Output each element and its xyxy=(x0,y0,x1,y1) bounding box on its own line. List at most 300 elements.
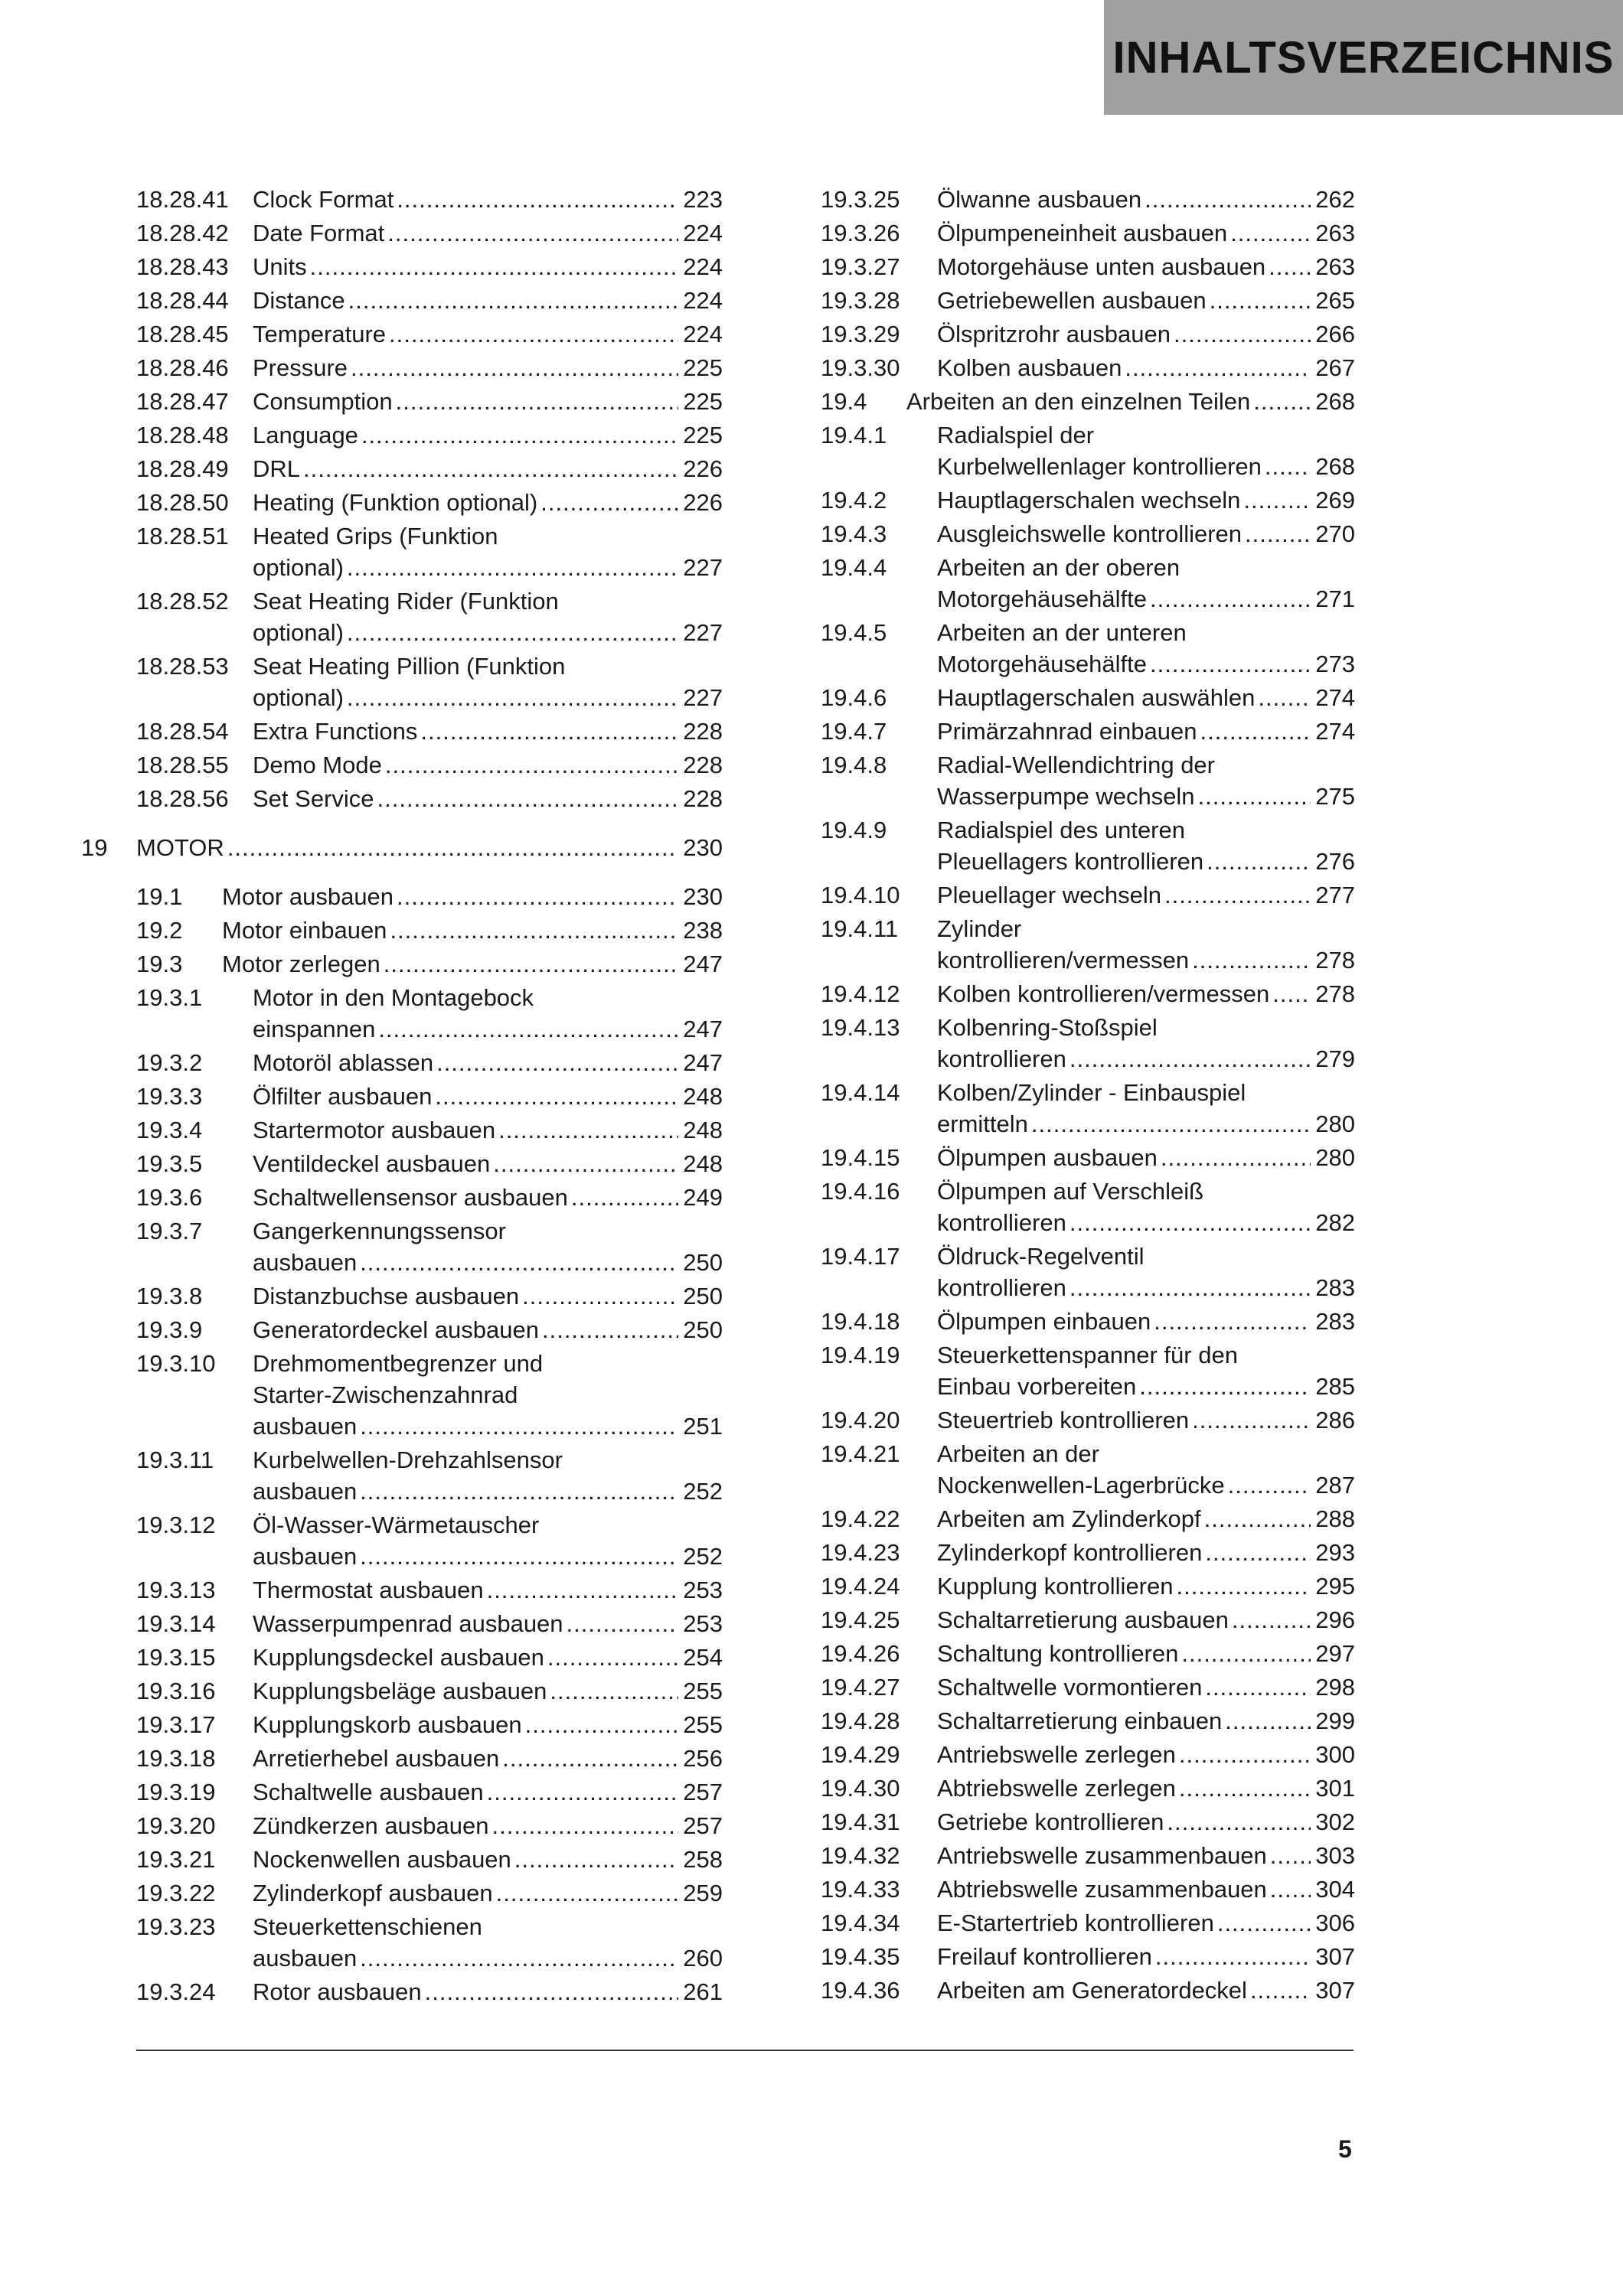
toc-entry-title: DRL xyxy=(253,455,301,482)
toc-entry-number: 19.4.14 xyxy=(821,1079,900,1106)
dot-leader xyxy=(1150,583,1311,615)
toc-entry-title: Heated Grips (Funktion xyxy=(253,523,498,550)
toc-entry-number: 19.4.8 xyxy=(821,752,887,778)
toc-entry-number: 19.3.20 xyxy=(136,1812,216,1839)
toc-entry-page: 277 xyxy=(1315,882,1355,908)
toc-entry[interactable] xyxy=(136,1709,723,1740)
toc-entry-page: 266 xyxy=(1315,321,1355,347)
dot-leader xyxy=(360,1247,678,1278)
toc-entry-title: Primärzahnrad einbauen xyxy=(937,718,1197,745)
dot-leader xyxy=(1174,318,1311,350)
toc-entry-title: Motorgehäuse unten ausbauen xyxy=(937,253,1266,280)
dot-leader xyxy=(540,487,678,518)
toc-entry-number: 18.28.56 xyxy=(136,785,229,812)
toc-entry-title: Steuertrieb kontrollieren xyxy=(937,1407,1190,1433)
toc-entry-page: 278 xyxy=(1315,947,1355,974)
dot-leader xyxy=(492,1810,679,1841)
toc-entry[interactable] xyxy=(821,1077,1355,1140)
toc-entry-title: Pressure xyxy=(253,354,348,381)
toc-entry[interactable] xyxy=(821,1503,1355,1534)
toc-entry-title: Arbeiten an der xyxy=(937,1440,1099,1467)
toc-entry-title: Ventildeckel ausbauen xyxy=(253,1150,491,1177)
toc-entry[interactable] xyxy=(821,1241,1355,1303)
toc-entry[interactable] xyxy=(821,814,1355,877)
toc-entry[interactable] xyxy=(821,1570,1355,1602)
toc-entry-title: Units xyxy=(253,253,307,280)
toc-entry-title: Ölpumpen auf Verschleiß xyxy=(937,1178,1204,1205)
toc-entry-page: 270 xyxy=(1315,520,1355,547)
toc-entry[interactable] xyxy=(821,1840,1355,1871)
toc-entry-page: 227 xyxy=(683,619,723,646)
toc-entry-page: 304 xyxy=(1315,1876,1355,1903)
dot-leader xyxy=(436,1047,678,1078)
dot-leader xyxy=(496,1877,679,1909)
toc-entry[interactable] xyxy=(821,484,1355,516)
toc-entry[interactable] xyxy=(821,1907,1355,1939)
toc-entry-number: 19.4.13 xyxy=(821,1014,900,1041)
toc-entry-page: 255 xyxy=(683,1678,723,1704)
dot-leader xyxy=(547,1642,678,1673)
dot-leader xyxy=(1179,1773,1311,1804)
dot-leader xyxy=(425,1976,679,2007)
toc-entry[interactable] xyxy=(136,585,723,648)
toc-entry-page: 296 xyxy=(1315,1606,1355,1633)
toc-entry-title: Wasserpumpenrad ausbauen xyxy=(253,1610,563,1637)
toc-entry[interactable] xyxy=(136,1182,723,1213)
toc-entry-title: Schaltwelle vormontieren xyxy=(937,1674,1203,1701)
toc-entry-number: 19.3.16 xyxy=(136,1678,216,1704)
toc-entry[interactable] xyxy=(136,783,723,814)
toc-entry[interactable] xyxy=(821,1874,1355,1905)
toc-entry-page: 259 xyxy=(683,1880,723,1906)
dot-leader xyxy=(487,1574,679,1606)
toc-entry-title: Ölspritzrohr ausbauen xyxy=(937,321,1171,347)
page-number: 5 xyxy=(1338,2135,1352,2163)
toc-entry[interactable] xyxy=(136,419,723,451)
toc-entry-title: Temperature xyxy=(253,321,387,347)
header-banner xyxy=(1104,0,1623,115)
toc-entry[interactable] xyxy=(136,520,723,583)
toc-entry-title: Einbau vorbereiten xyxy=(937,1373,1137,1400)
toc-entry-number: 19.3.6 xyxy=(136,1184,203,1211)
dot-leader xyxy=(1150,648,1311,680)
dot-leader xyxy=(514,1844,678,1875)
toc-entry-page: 227 xyxy=(683,684,723,711)
toc-entry-title: Abtriebswelle zerlegen xyxy=(937,1775,1176,1802)
toc-entry-number: 19.4.25 xyxy=(821,1606,900,1633)
toc-entry-title: Zündkerzen ausbauen xyxy=(253,1812,489,1839)
toc-entry[interactable] xyxy=(136,982,723,1045)
toc-chapter-entry[interactable] xyxy=(81,832,723,863)
toc-entry-title: Antriebswelle zerlegen xyxy=(937,1741,1176,1768)
dot-leader xyxy=(1250,1975,1311,2006)
toc-entry-page: 252 xyxy=(683,1543,723,1570)
toc-entry-number: 19.3 xyxy=(136,951,183,977)
toc-entry-number: 19.4.4 xyxy=(821,554,887,581)
toc-entry-title: Arbeiten an den einzelnen Teilen xyxy=(906,388,1251,415)
toc-entry-title: Öldruck-Regelventil xyxy=(937,1243,1145,1270)
toc-entry-title: Zylinderkopf kontrollieren xyxy=(937,1539,1203,1566)
toc-entry-page: 251 xyxy=(683,1413,723,1440)
toc-entry[interactable] xyxy=(136,1148,723,1179)
toc-entry[interactable] xyxy=(136,1675,723,1707)
toc-left-column xyxy=(81,184,723,2010)
toc-entry-title: Language xyxy=(253,422,358,448)
toc-entry-page: 225 xyxy=(683,354,723,381)
toc-entry-title: Ölfilter ausbauen xyxy=(253,1083,433,1110)
toc-right-column xyxy=(821,184,1355,2008)
toc-entry[interactable] xyxy=(136,1444,723,1507)
toc-entry-title: E-Startertrieb kontrollieren xyxy=(937,1910,1214,1936)
dot-leader xyxy=(227,832,678,863)
toc-entry[interactable] xyxy=(136,1608,723,1639)
toc-entry[interactable] xyxy=(136,184,723,215)
toc-entry[interactable] xyxy=(821,251,1355,282)
toc-entry-number: 19.4.30 xyxy=(821,1775,900,1802)
toc-entry-title: Zylinderkopf ausbauen xyxy=(253,1880,493,1906)
toc-entry-page: 228 xyxy=(683,752,723,778)
toc-entry-page: 287 xyxy=(1315,1472,1355,1499)
toc-entry[interactable] xyxy=(136,318,723,350)
toc-entry-title: Ölpumpen ausbauen xyxy=(937,1144,1158,1171)
toc-entry-title: Freilauf kontrollieren xyxy=(937,1943,1152,1970)
toc-entry-title: Radial-Wellendichtring der xyxy=(937,752,1215,778)
toc-entry-page: 225 xyxy=(683,388,723,415)
toc-entry-number: 19.4.27 xyxy=(821,1674,900,1701)
toc-entry-title: Arbeiten am Generatordeckel xyxy=(937,1977,1247,2004)
toc-entry-title: kontrollieren xyxy=(937,1274,1066,1301)
toc-entry-number: 19.3.11 xyxy=(136,1446,214,1473)
toc-entry[interactable] xyxy=(136,1348,723,1442)
toc-entry-title: Ölpumpeneinheit ausbauen xyxy=(937,220,1228,246)
toc-entry-title: Pleuellagers kontrollieren xyxy=(937,848,1204,875)
toc-entry[interactable] xyxy=(821,1142,1355,1173)
toc-entry-title: Pleuellager wechseln xyxy=(937,882,1161,908)
dot-leader xyxy=(1200,716,1311,747)
footer-divider xyxy=(136,2050,1354,2051)
toc-entry[interactable] xyxy=(136,1215,723,1278)
toc-entry-page: 260 xyxy=(683,1945,723,1971)
dot-leader xyxy=(347,617,678,648)
toc-entry[interactable] xyxy=(136,1810,723,1841)
toc-entry[interactable] xyxy=(821,1806,1355,1838)
dot-leader xyxy=(397,881,678,912)
dot-leader xyxy=(1225,1705,1311,1737)
toc-entry-number: 19.2 xyxy=(136,917,183,944)
toc-entry-number: 19.3.23 xyxy=(136,1913,216,1940)
toc-entry-number: 19.3.25 xyxy=(821,186,900,213)
toc-entry-number: 18.28.54 xyxy=(136,718,229,745)
toc-entry[interactable] xyxy=(821,978,1355,1009)
toc-entry[interactable] xyxy=(821,1339,1355,1402)
toc-entry[interactable] xyxy=(821,184,1355,215)
dot-leader xyxy=(567,1608,679,1639)
toc-entry-title: Ölwanne ausbauen xyxy=(937,186,1142,213)
toc-entry-number: 18.28.53 xyxy=(136,653,229,680)
toc-entry[interactable] xyxy=(821,386,1355,417)
dot-leader xyxy=(303,453,678,484)
dot-leader xyxy=(1181,1638,1311,1669)
toc-entry-title: Hauptlagerschalen auswählen xyxy=(937,684,1256,711)
dot-leader xyxy=(384,948,678,980)
toc-entry[interactable] xyxy=(136,285,723,316)
toc-entry-title: Motor ausbauen xyxy=(222,883,394,910)
dot-leader xyxy=(1269,251,1311,282)
toc-entry-number: 19.3.3 xyxy=(136,1083,203,1110)
toc-entry-number: 19.3.22 xyxy=(136,1880,216,1906)
toc-entry-page: 280 xyxy=(1315,1144,1355,1171)
toc-entry[interactable] xyxy=(821,518,1355,550)
toc-entry-number: 19.4.5 xyxy=(821,619,887,646)
toc-entry[interactable] xyxy=(821,419,1355,482)
toc-entry-title: Schaltarretierung einbauen xyxy=(937,1707,1223,1734)
toc-entry-number: 19.3.10 xyxy=(136,1350,216,1377)
toc-entry-title: Schaltarretierung ausbauen xyxy=(937,1606,1229,1633)
toc-entry[interactable] xyxy=(136,1509,723,1572)
toc-entry[interactable] xyxy=(136,1574,723,1606)
toc-entry-number: 19.4.18 xyxy=(821,1308,900,1335)
toc-entry-page: 224 xyxy=(683,287,723,314)
toc-entry[interactable] xyxy=(821,1438,1355,1501)
toc-entry-title: ausbauen xyxy=(253,1543,358,1570)
toc-entry-number: 19.3.26 xyxy=(821,220,900,246)
dot-leader xyxy=(1167,1806,1311,1838)
toc-entry-number: 19.3.7 xyxy=(136,1218,203,1244)
toc-entry[interactable] xyxy=(821,1537,1355,1568)
toc-entry-number: 18.28.42 xyxy=(136,220,229,246)
toc-entry-page: 268 xyxy=(1315,453,1355,480)
toc-entry-title: Antriebswelle zusammenbauen xyxy=(937,1842,1267,1869)
toc-entry[interactable] xyxy=(821,682,1355,713)
toc-entry-title: optional) xyxy=(253,684,344,711)
toc-entry-number: 19.3.28 xyxy=(821,287,900,314)
dot-leader xyxy=(385,749,678,781)
toc-entry[interactable] xyxy=(136,881,723,912)
toc-entry[interactable] xyxy=(821,1773,1355,1804)
toc-entry-title: Steuerkettenschienen xyxy=(253,1913,482,1940)
toc-entry-title: Ausgleichswelle kontrollieren xyxy=(937,520,1243,547)
toc-entry-title: Starter-Zwischenzahnrad xyxy=(253,1381,518,1408)
dot-leader xyxy=(1270,1874,1311,1905)
dot-leader xyxy=(377,783,679,814)
dot-leader xyxy=(378,1013,678,1045)
toc-entry[interactable] xyxy=(821,716,1355,747)
toc-entry-number: 19.3.14 xyxy=(136,1610,216,1637)
toc-entry[interactable] xyxy=(821,1705,1355,1737)
toc-entry[interactable] xyxy=(136,1877,723,1909)
toc-entry-title: ausbauen xyxy=(253,1945,358,1971)
toc-entry[interactable] xyxy=(821,552,1355,615)
toc-entry-title: Hauptlagerschalen wechseln xyxy=(937,487,1241,514)
toc-entry-title: Kolben/Zylinder - Einbauspiel xyxy=(937,1079,1246,1106)
toc-entry[interactable] xyxy=(821,1975,1355,2006)
toc-entry[interactable] xyxy=(136,749,723,781)
toc-entry-title: Motor einbauen xyxy=(222,917,387,944)
toc-entry-title: Distance xyxy=(253,287,345,314)
toc-entry-title: Arbeiten an der oberen xyxy=(937,554,1181,581)
toc-entry[interactable] xyxy=(821,1404,1355,1436)
toc-entry-number: 19.4.10 xyxy=(821,882,900,908)
toc-entry-title: Kolben ausbauen xyxy=(937,354,1122,381)
toc-entry-page: 282 xyxy=(1315,1209,1355,1236)
toc-entry[interactable] xyxy=(136,948,723,980)
toc-entry-title: Schaltwelle ausbauen xyxy=(253,1779,484,1805)
toc-entry-page: 247 xyxy=(683,1049,723,1076)
toc-entry[interactable] xyxy=(821,352,1355,383)
dot-leader xyxy=(1177,1570,1311,1602)
toc-entry[interactable] xyxy=(821,1604,1355,1636)
toc-entry-title: Nockenwellen ausbauen xyxy=(253,1846,511,1873)
dot-leader xyxy=(347,682,678,713)
toc-entry-title: Getriebewellen ausbauen xyxy=(937,287,1207,314)
toc-entry-page: 228 xyxy=(683,785,723,812)
toc-entry[interactable] xyxy=(821,617,1355,680)
toc-entry[interactable] xyxy=(136,1081,723,1112)
toc-entry-number: 19.4.3 xyxy=(821,520,887,547)
toc-entry-number: 19 xyxy=(81,834,108,861)
toc-entry-page: 258 xyxy=(683,1846,723,1873)
toc-entry[interactable] xyxy=(821,1671,1355,1703)
toc-entry-title: Ölpumpen einbauen xyxy=(937,1308,1151,1335)
toc-entry-title: Wasserpumpe wechseln xyxy=(937,783,1195,810)
chapter-spacer xyxy=(136,866,723,881)
toc-entry[interactable] xyxy=(136,453,723,484)
dot-leader xyxy=(360,1476,678,1507)
toc-entry-number: 19.4.1 xyxy=(821,422,887,448)
toc-entry-number: 19.3.17 xyxy=(136,1711,216,1738)
toc-entry-title: MOTOR xyxy=(136,834,224,861)
toc-entry-number: 18.28.49 xyxy=(136,455,229,482)
toc-entry[interactable] xyxy=(136,352,723,383)
toc-entry[interactable] xyxy=(821,749,1355,812)
dot-leader xyxy=(502,1743,678,1774)
toc-entry-title: Seat Heating Rider (Funktion xyxy=(253,588,559,615)
dot-leader xyxy=(1232,1604,1311,1636)
toc-entry-page: 252 xyxy=(683,1478,723,1505)
dot-leader xyxy=(360,1411,678,1442)
toc-entry[interactable] xyxy=(136,651,723,713)
toc-entry-page: 257 xyxy=(683,1812,723,1839)
toc-entry-title: Nockenwellen-Lagerbrücke xyxy=(937,1472,1225,1499)
toc-entry-number: 19.4 xyxy=(821,388,867,415)
dot-leader xyxy=(1192,944,1311,976)
toc-entry-title: Abtriebswelle zusammenbauen xyxy=(937,1876,1267,1903)
toc-entry[interactable] xyxy=(136,1114,723,1146)
dot-leader xyxy=(1230,217,1311,249)
toc-entry-page: 225 xyxy=(683,422,723,448)
toc-entry[interactable] xyxy=(136,1911,723,1974)
toc-entry-title: Kupplungsbeläge ausbauen xyxy=(253,1678,547,1704)
toc-entry[interactable] xyxy=(821,1941,1355,1972)
toc-entry[interactable] xyxy=(821,217,1355,249)
dot-leader xyxy=(310,251,679,282)
toc-entry[interactable] xyxy=(821,285,1355,316)
toc-entry-page: 247 xyxy=(683,1016,723,1042)
dot-leader xyxy=(1258,682,1311,713)
toc-entry-title: Kupplung kontrollieren xyxy=(937,1573,1174,1600)
toc-entry[interactable] xyxy=(136,386,723,417)
toc-entry[interactable] xyxy=(821,1638,1355,1669)
toc-entry[interactable] xyxy=(136,1743,723,1774)
dot-leader xyxy=(1069,1043,1311,1075)
toc-entry[interactable] xyxy=(136,217,723,249)
toc-entry-number: 19.4.15 xyxy=(821,1144,900,1171)
toc-entry[interactable] xyxy=(136,1047,723,1078)
toc-entry-title: Kupplungsdeckel ausbauen xyxy=(253,1644,544,1671)
toc-entry-title: Motoröl ablassen xyxy=(253,1049,434,1076)
toc-entry[interactable] xyxy=(821,1012,1355,1075)
dot-leader xyxy=(351,352,678,383)
toc-entry-page: 256 xyxy=(683,1745,723,1772)
dot-leader xyxy=(1205,1537,1311,1568)
toc-entry-title: Generatordeckel ausbauen xyxy=(253,1316,539,1343)
toc-entry[interactable] xyxy=(821,1176,1355,1238)
toc-entry[interactable] xyxy=(136,251,723,282)
dot-leader xyxy=(487,1776,679,1808)
toc-entry-number: 19.4.6 xyxy=(821,684,887,711)
toc-entry-number: 19.3.15 xyxy=(136,1644,216,1671)
toc-entry[interactable] xyxy=(821,1306,1355,1337)
toc-entry[interactable] xyxy=(136,915,723,946)
dot-leader xyxy=(1205,1671,1311,1703)
toc-entry[interactable] xyxy=(136,1976,723,2007)
toc-entry[interactable] xyxy=(136,1280,723,1312)
toc-entry-title: Heating (Funktion optional) xyxy=(253,489,538,516)
toc-entry-page: 283 xyxy=(1315,1308,1355,1335)
toc-entry-page: 227 xyxy=(683,554,723,581)
toc-entry[interactable] xyxy=(136,1844,723,1875)
dot-leader xyxy=(1204,1503,1311,1534)
toc-entry-title: Kurbelwellen-Drehzahlsensor xyxy=(253,1446,563,1473)
toc-entry-page: 255 xyxy=(683,1711,723,1738)
toc-entry[interactable] xyxy=(821,913,1355,976)
toc-entry[interactable] xyxy=(821,318,1355,350)
toc-entry-number: 19.4.21 xyxy=(821,1440,900,1467)
dot-leader xyxy=(1145,184,1311,215)
dot-leader xyxy=(1155,1941,1311,1972)
toc-entry[interactable] xyxy=(136,1314,723,1345)
toc-entry[interactable] xyxy=(136,1642,723,1673)
toc-entry[interactable] xyxy=(821,1739,1355,1770)
chapter-spacer xyxy=(136,817,723,832)
dot-leader xyxy=(420,716,678,747)
toc-entry-number: 19.3.8 xyxy=(136,1283,203,1309)
toc-entry-number: 19.3.1 xyxy=(136,984,203,1011)
toc-entry-title: Arretierhebel ausbauen xyxy=(253,1745,500,1772)
toc-entry-title: optional) xyxy=(253,619,344,646)
toc-entry-title: Demo Mode xyxy=(253,752,382,778)
toc-entry-number: 18.28.55 xyxy=(136,752,229,778)
toc-entry[interactable] xyxy=(821,879,1355,911)
toc-entry-title: Set Service xyxy=(253,785,374,812)
toc-entry-page: 302 xyxy=(1315,1808,1355,1835)
dot-leader xyxy=(1270,1840,1311,1871)
dot-leader xyxy=(347,552,678,583)
dot-leader xyxy=(389,318,678,350)
toc-entry-number: 19.1 xyxy=(136,883,183,910)
toc-entry-page: 301 xyxy=(1315,1775,1355,1802)
toc-entry[interactable] xyxy=(136,716,723,747)
toc-entry-title: Steuerkettenspanner für den xyxy=(937,1342,1238,1368)
dot-leader xyxy=(435,1081,678,1112)
toc-entry[interactable] xyxy=(136,1776,723,1808)
toc-entry-page: 253 xyxy=(683,1577,723,1603)
dot-leader xyxy=(396,386,679,417)
toc-entry[interactable] xyxy=(136,487,723,518)
toc-entry-number: 19.3.24 xyxy=(136,1978,216,2005)
toc-entry-page: 262 xyxy=(1315,186,1355,213)
toc-entry-number: 19.4.7 xyxy=(821,718,887,745)
